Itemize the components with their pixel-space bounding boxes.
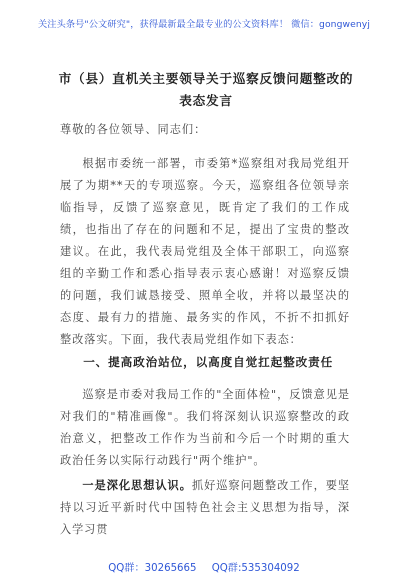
qq-footer [0,559,408,574]
section-heading-1: 一、提高政治站位，以高度自觉扛起整改责任 [83,355,334,369]
promo-header: 关注头条号"公文研究"，获得最新最全最专业的公文资料库！ 微信：gongwenyj [38,19,370,30]
paragraph-inspection-meaning: 巡察是市委对我局工作的"全面体检"，反馈意见是对我们的"精准画像"。我们将深刻认识巡察整改的政治意义，把整改工作作为当前和今后一个时期的重大政治任务以实际行动践行"两个维护"。 [60,388,350,467]
document-title: 市（县）直机关主要领导关于巡察反馈问题整改的表态发言 [58,71,354,108]
qq-group-1: QQ群：30265665 [108,563,197,574]
salutation: 尊敬的各位领导、同志们： [60,123,207,136]
paragraph-lead: 一是深化思想认识。 [82,478,192,492]
paragraph-body: 抓好巡察问题整改工作，要坚持以习近平新时代中国特色社会主义思想为指导，深入学习贯 [60,479,350,536]
paragraph-intro: 根据市委统一部署，市委第*巡察组对我局党组开展了为期**天的专项巡察。今天，巡察组各位领导亲临指导，反馈了巡察意见，既肯定了我们的工作成绩，也指出了存在的问题和不足，提出了宝贵的整改建议。在此，我代表局党组及全体干部职工，向巡察组的辛勤工作和悉心指导表示衷心感谢！对巡察反馈的问题，我们诚恳接受、照单全收，并将以最坚决的态度、最有力的措施、最务实的作风，不折不扣抓好整改落实。下面，我代表局党组作如下表态： [60,157,350,346]
paragraph-deepen-understanding [60,474,350,541]
qq-group-2: QQ群:535304092 [211,563,300,574]
